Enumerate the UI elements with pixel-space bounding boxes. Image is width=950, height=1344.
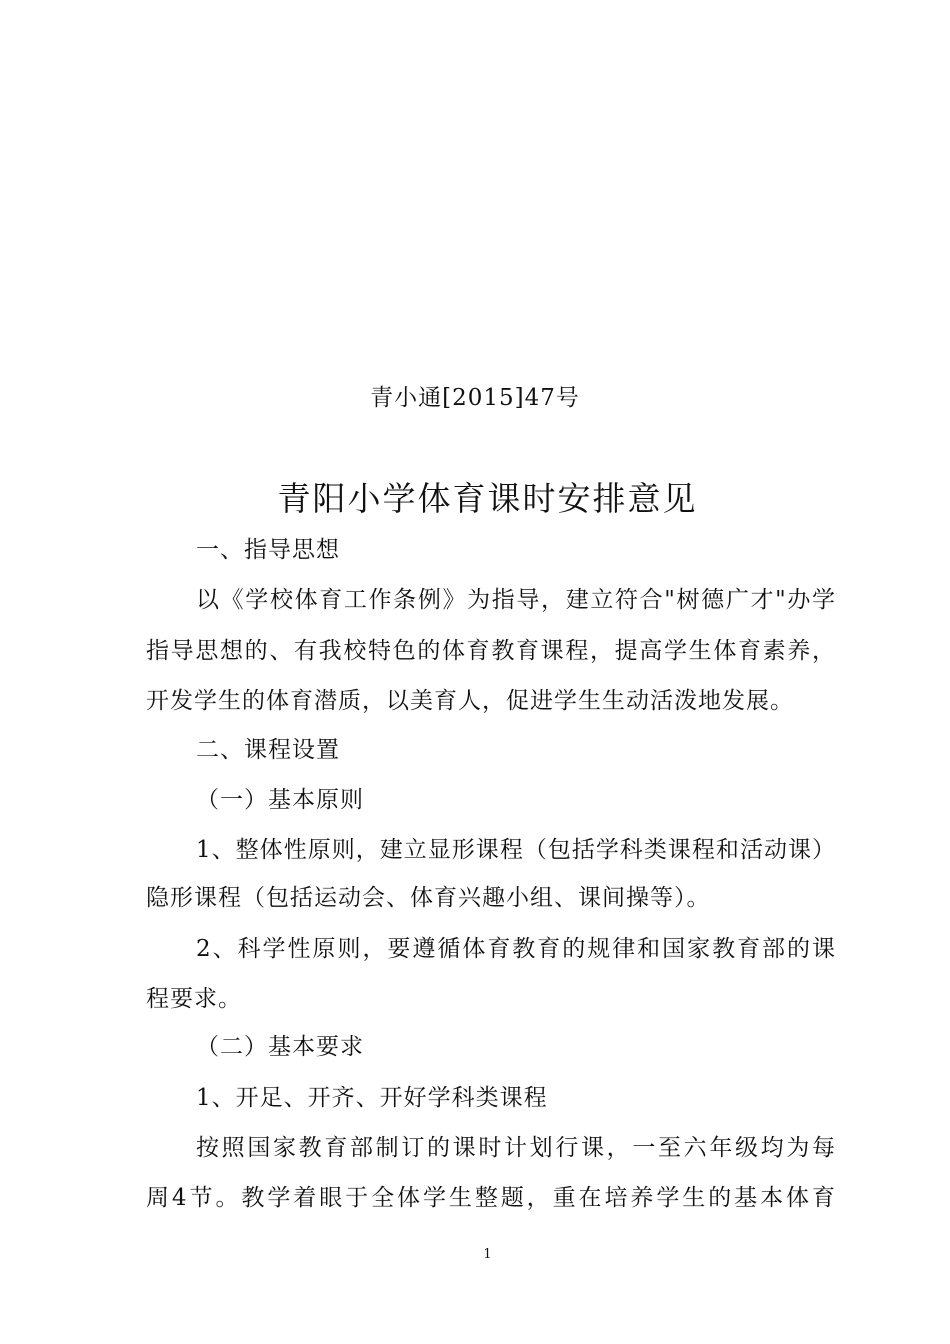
paragraph-line: 指导思想的、有我校特色的体育教育课程，提高学生体育素养， (146, 638, 836, 664)
subsection-heading-basic-requirements: （二）基本要求 (196, 1034, 364, 1060)
paragraph-line: 1、开足、开齐、开好学科类课程 (196, 1085, 548, 1111)
paragraph-line: 2、科学性原则，要遵循体育教育的规律和国家教育部的课 (196, 936, 836, 962)
paragraph-line: 1、整体性原则，建立显形课程（包括学科类课程和活动课） (196, 837, 836, 863)
document-number: 青小通[2015]47号 (370, 385, 580, 411)
document-title: 青阳小学体育课时安排意见 (277, 479, 698, 518)
section-heading-guiding-ideology: 一、指导思想 (196, 537, 340, 563)
paragraph-line: 开发学生的体育潜质，以美育人，促进学生生动活泼地发展。 (146, 688, 794, 714)
section-heading-curriculum: 二、课程设置 (196, 737, 340, 763)
page-number: 1 (483, 1247, 492, 1262)
paragraph-line: 以《学校体育工作条例》为指导，建立符合"树德广才"办学 (196, 587, 836, 613)
paragraph-line: 程要求。 (146, 986, 242, 1012)
paragraph-line: 周4节。教学着眼于全体学生整题，重在培养学生的基本体育 (146, 1185, 836, 1211)
paragraph-line: 隐形课程（包括运动会、体育兴趣小组、课间操等）。 (146, 885, 711, 911)
paragraph-line: 按照国家教育部制订的课时计划行课，一至六年级均为每 (196, 1135, 836, 1161)
subsection-heading-basic-principles: （一）基本原则 (196, 787, 364, 813)
